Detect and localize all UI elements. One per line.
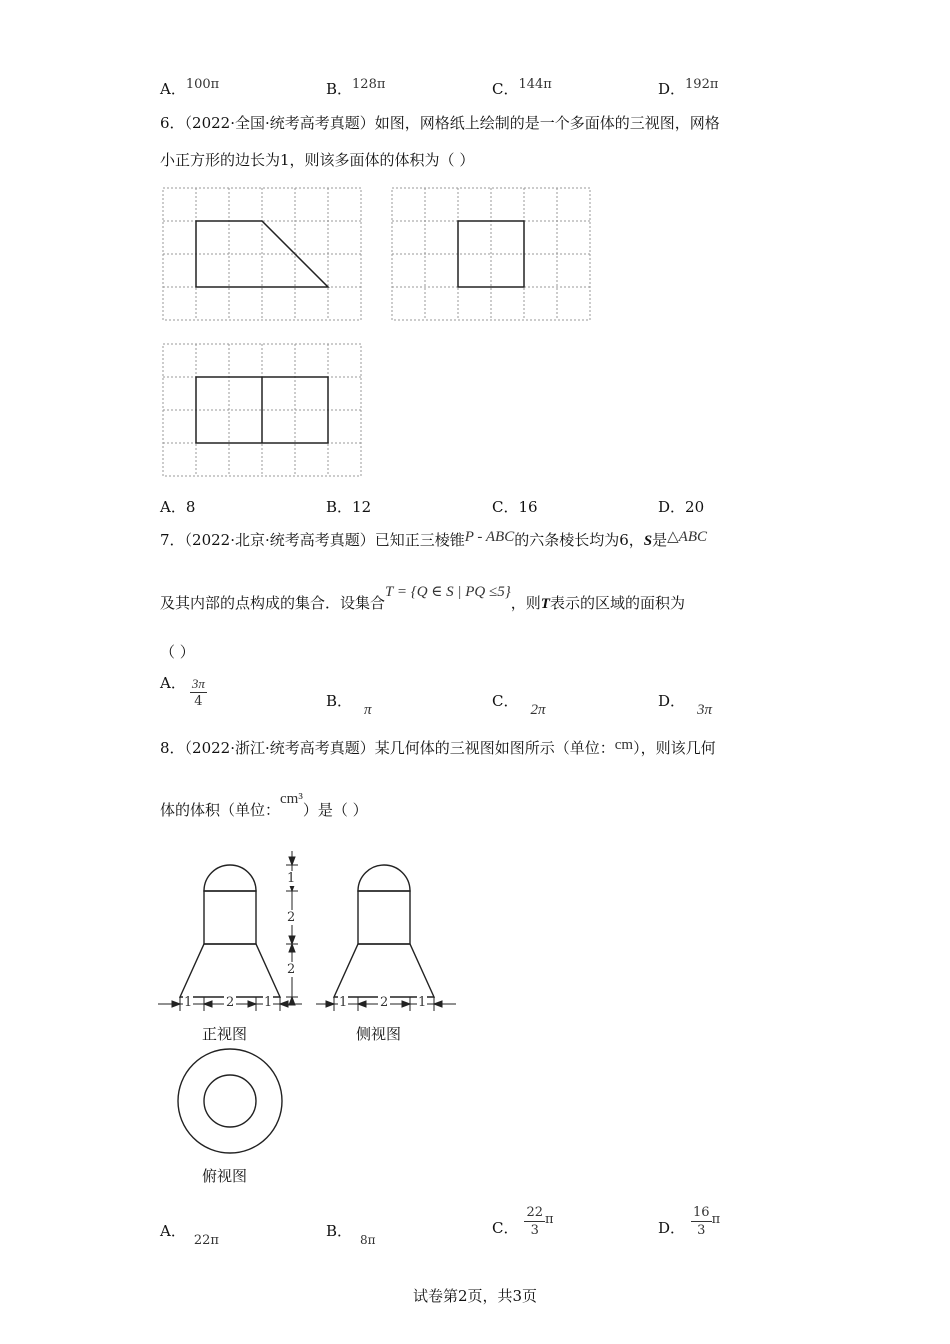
q6-option-d-letter: D． bbox=[658, 498, 686, 516]
q8-front-dim-2: 2 bbox=[226, 995, 235, 1010]
q5-option-b-value: 128π bbox=[352, 77, 386, 92]
q6-option-d-value: 20 bbox=[685, 498, 705, 516]
q8-front-dim-3: 1 bbox=[264, 995, 273, 1010]
q5-option-c-value: 144π bbox=[518, 77, 552, 92]
page-footer: 试卷第2页，共3页 bbox=[412, 1287, 538, 1305]
q7-line2-text-b: ，则 bbox=[510, 594, 541, 612]
q8-option-c-pi: π bbox=[545, 1211, 554, 1227]
q8-front-dim-1: 1 bbox=[184, 995, 193, 1010]
q5-option-d-value: 192π bbox=[685, 77, 719, 92]
q7-triangle-label: △ABC bbox=[667, 529, 707, 545]
q8-option-a-value: 22π bbox=[193, 1233, 219, 1248]
q8-option-d-numerator: 16 bbox=[693, 1205, 710, 1220]
q5-option-d-letter: D． bbox=[658, 80, 686, 98]
q5-option-a-value: 100π bbox=[185, 77, 220, 92]
q7-line1-text-c: 是 bbox=[652, 531, 668, 549]
q8-front-view-caption: 正视图 bbox=[202, 1025, 248, 1043]
q8-option-b-letter: B． bbox=[326, 1222, 353, 1240]
q6-front-view bbox=[163, 188, 363, 322]
q7-option-a-denominator: 4 bbox=[194, 694, 203, 709]
q6-option-a bbox=[160, 496, 195, 517]
q7-option-b bbox=[326, 690, 372, 718]
q8-option-d-letter: D． bbox=[658, 1218, 686, 1237]
q8-option-a bbox=[160, 1220, 219, 1248]
q8-line1-text-b: ），则该几何 bbox=[633, 739, 716, 757]
q8-option-b-value: 8π bbox=[360, 1233, 376, 1247]
q7-option-a-fraction bbox=[190, 676, 207, 711]
q6-option-c-value: 16 bbox=[518, 498, 538, 516]
q6-option-c-letter: C． bbox=[492, 498, 519, 516]
q5-option-a bbox=[160, 78, 219, 99]
q5-option-d bbox=[658, 78, 718, 99]
q8-stem-line2 bbox=[160, 791, 368, 821]
q8-dim-v2: 2 bbox=[287, 910, 296, 925]
q8-side-view bbox=[310, 845, 470, 1015]
q7-set-t: T bbox=[540, 596, 550, 612]
q7-option-a-numerator: 3π bbox=[191, 676, 205, 691]
q6-option-b-value: 12 bbox=[352, 498, 372, 516]
q5-option-a-letter: A． bbox=[160, 80, 186, 98]
q7-tetrahedron-label: P - ABC bbox=[464, 529, 515, 545]
q8-option-b bbox=[326, 1220, 376, 1247]
q6-option-a-value: 8 bbox=[185, 498, 196, 516]
q8-top-view-caption: 俯视图 bbox=[202, 1167, 248, 1185]
q7-option-c-value: 2π bbox=[530, 702, 546, 718]
q5-option-b bbox=[326, 78, 385, 99]
q7-stem-line3: （ ） bbox=[160, 643, 195, 661]
q8-option-c-denominator: 3 bbox=[530, 1223, 539, 1238]
q8-option-c-fraction bbox=[524, 1205, 545, 1240]
q7-line2-text-c: 表示的区域的面积为 bbox=[549, 594, 685, 612]
q6-top-view bbox=[163, 344, 363, 478]
q8-option-c bbox=[492, 1205, 554, 1240]
q7-option-c bbox=[492, 690, 546, 718]
q7-option-b-letter: B． bbox=[326, 692, 353, 710]
q7-option-b-value: π bbox=[364, 702, 372, 718]
q7-set-s: S bbox=[643, 533, 653, 549]
q5-option-c bbox=[492, 78, 552, 99]
q8-option-d-denominator: 3 bbox=[697, 1223, 706, 1238]
q8-line2-text-a: 体的体积（单位： bbox=[160, 801, 281, 819]
q8-side-dim-2: 2 bbox=[380, 995, 389, 1010]
q6-option-c bbox=[492, 496, 538, 517]
q8-unit-cm3: cm³ bbox=[280, 791, 303, 807]
q5-option-b-letter: B． bbox=[326, 80, 353, 98]
q8-side-dim-3: 1 bbox=[418, 995, 427, 1010]
q7-option-a-letter: A． bbox=[160, 673, 186, 692]
q8-option-c-numerator: 22 bbox=[526, 1205, 544, 1220]
q6-stem-line1: 6．（2022·全国·统考高考真题）如图，网格纸上绘制的是一个多面体的三视图，网格 bbox=[160, 114, 720, 132]
q7-option-d bbox=[658, 690, 713, 718]
q8-dim-v1: 1 bbox=[287, 871, 296, 886]
q6-option-a-letter: A． bbox=[160, 498, 186, 516]
q7-set-t-formula: T = {Q ∈ S | PQ ≤5} bbox=[385, 584, 511, 600]
q6-side-view bbox=[392, 188, 592, 322]
q8-option-c-letter: C． bbox=[492, 1218, 519, 1237]
q8-side-dim-1: 1 bbox=[339, 995, 348, 1010]
q7-line1-text-b: 的六条棱长均为6， bbox=[514, 531, 644, 549]
q7-line1-text-a: 7．（2022·北京·统考高考真题）已知正三棱锥 bbox=[160, 531, 465, 549]
q7-option-c-letter: C． bbox=[492, 692, 519, 710]
q8-option-d-pi: π bbox=[711, 1211, 721, 1227]
q6-option-b-letter: B． bbox=[326, 498, 353, 516]
q8-top-view bbox=[176, 1047, 286, 1157]
q6-option-d bbox=[658, 496, 704, 517]
q7-option-d-letter: D． bbox=[658, 692, 686, 710]
q7-line2-text-a: 及其内部的点构成的集合．设集合 bbox=[160, 594, 386, 612]
q8-side-view-caption: 侧视图 bbox=[356, 1025, 402, 1043]
q7-option-d-value: 3π bbox=[697, 702, 713, 718]
q8-stem-line1 bbox=[160, 738, 716, 759]
q7-stem-line1 bbox=[160, 530, 707, 551]
q8-option-d-fraction bbox=[691, 1205, 712, 1240]
q7-option-a bbox=[160, 673, 207, 711]
q8-unit-cm: cm bbox=[614, 737, 634, 753]
q8-option-a-letter: A． bbox=[160, 1222, 186, 1240]
q6-stem-line2: 小正方形的边长为1，则该多面体的体积为（ ） bbox=[160, 151, 475, 169]
q8-option-d bbox=[658, 1205, 720, 1240]
q7-stem-line2 bbox=[160, 584, 685, 614]
q5-option-c-letter: C． bbox=[492, 80, 519, 98]
q8-dim-v3: 2 bbox=[287, 962, 296, 977]
q8-line1-text-a: 8．（2022·浙江·统考高考真题）某几何体的三视图如图所示（单位： bbox=[160, 739, 615, 757]
q8-line2-text-b: ）是（ ） bbox=[302, 801, 368, 819]
q6-option-b bbox=[326, 496, 371, 517]
